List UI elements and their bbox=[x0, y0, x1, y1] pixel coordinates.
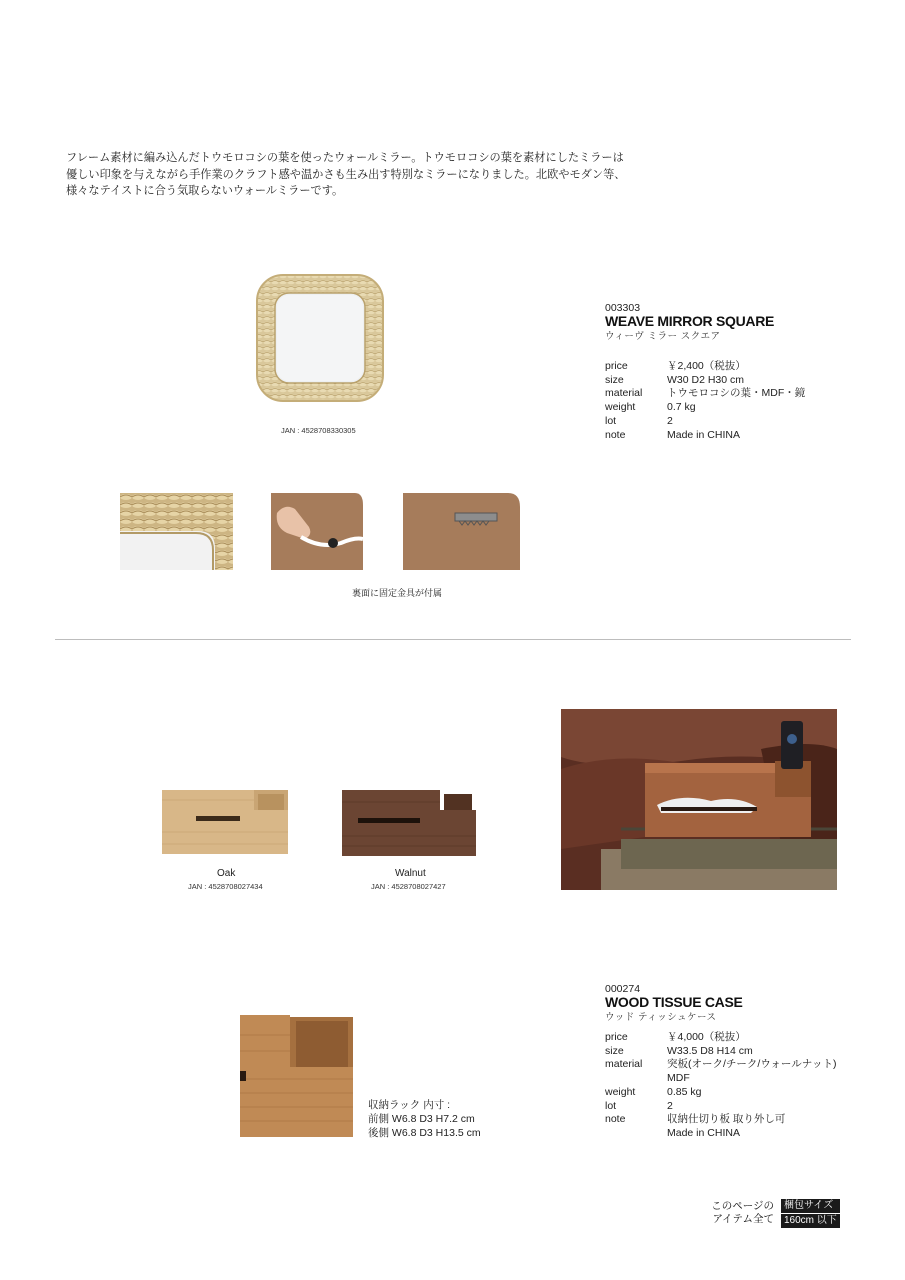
mirror-jan: JAN : 4528708330305 bbox=[281, 426, 356, 435]
variant-name: Oak bbox=[217, 868, 236, 879]
spec-row bbox=[605, 1113, 837, 1127]
spec-row bbox=[605, 1031, 837, 1045]
intro-line: 優しい印象を与えながら手作業のクラフト感や温かさも生み出す特別なミラーになりました。北欧やモダン等、 bbox=[66, 168, 626, 181]
variant-jan: JAN : 4528708027434 bbox=[188, 882, 263, 891]
rack-note-back: 後側 W6.8 D3 H13.5 cm bbox=[368, 1127, 481, 1139]
product-title: WOOD TISSUE CASE bbox=[605, 994, 743, 1010]
product-kana: ウィーヴ ミラー スクエア bbox=[605, 331, 721, 342]
spec-value: Made in CHINA bbox=[667, 428, 740, 441]
spec-label: material bbox=[605, 387, 643, 400]
detail-photo-back-bracket bbox=[403, 493, 520, 570]
product-title: WEAVE MIRROR SQUARE bbox=[605, 313, 775, 329]
spec-value: Made in CHINA bbox=[667, 1126, 740, 1139]
rack-note-title: 収納ラック 内寸 : bbox=[368, 1099, 451, 1111]
product-code: 003303 bbox=[605, 302, 641, 314]
detail-photo-frame-corner bbox=[120, 493, 233, 570]
spec-value: 収納仕切り板 取り外し可 bbox=[667, 1113, 786, 1126]
spec-label: weight bbox=[605, 1085, 636, 1098]
spec-value: W33.5 D8 H14 cm bbox=[667, 1044, 753, 1057]
intro-line: 様々なテイストに合う気取らないウォールミラーです。 bbox=[66, 185, 344, 197]
spec-label: material bbox=[605, 1058, 643, 1071]
spec-label: price bbox=[605, 1031, 628, 1043]
footer-line: このページの bbox=[711, 1200, 774, 1212]
detail-photo-hanging-cord bbox=[271, 493, 363, 570]
spec-value: MDF bbox=[667, 1072, 690, 1085]
variant-jan: JAN : 4528708027427 bbox=[371, 882, 446, 891]
variant-name: Walnut bbox=[395, 868, 426, 879]
spec-label: note bbox=[605, 1113, 626, 1126]
spec-row bbox=[605, 1086, 837, 1100]
spec-value: 突板(オーク/チーク/ウォールナット) bbox=[667, 1058, 837, 1071]
spec-value: トウモロコシの葉・MDF・鏡 bbox=[667, 387, 806, 400]
spec-row bbox=[605, 387, 805, 401]
spec-label: lot bbox=[605, 414, 617, 427]
spec-row bbox=[605, 401, 805, 415]
rack-note bbox=[368, 1098, 481, 1140]
spec-row bbox=[605, 374, 805, 388]
spec-row bbox=[605, 415, 805, 429]
spec-row bbox=[605, 1045, 837, 1059]
product-kana: ウッド ティッシュケース bbox=[605, 1012, 717, 1023]
section-divider bbox=[55, 639, 851, 640]
footer-line: アイテム全て bbox=[712, 1212, 774, 1225]
intro-text bbox=[66, 150, 626, 200]
spec-table bbox=[605, 360, 805, 442]
spec-value: ￥2,400（税抜） bbox=[667, 360, 746, 372]
tissue-case-walnut-image bbox=[340, 788, 478, 858]
tissue-case-rack-closeup bbox=[240, 1015, 355, 1139]
tissue-case-lifestyle-photo bbox=[561, 709, 837, 890]
spec-label: size bbox=[605, 1044, 624, 1057]
spec-value: 0.7 kg bbox=[667, 401, 696, 414]
rack-note-front: 前側 W6.8 D3 H7.2 cm bbox=[368, 1113, 475, 1125]
mirror-main-image bbox=[255, 273, 385, 403]
package-size-badge bbox=[781, 1199, 840, 1228]
spec-label: size bbox=[605, 373, 624, 386]
tissue-case-oak-image bbox=[160, 788, 290, 856]
spec-row bbox=[605, 429, 805, 443]
spec-label: note bbox=[605, 428, 626, 441]
badge-line: 160cm 以下 bbox=[781, 1214, 840, 1228]
footer-note bbox=[711, 1200, 774, 1225]
spec-row bbox=[605, 360, 805, 374]
spec-label bbox=[605, 1072, 667, 1086]
spec-label: lot bbox=[605, 1099, 617, 1112]
spec-value: 0.85 kg bbox=[667, 1085, 702, 1098]
spec-value: 2 bbox=[667, 414, 673, 427]
spec-label bbox=[605, 1127, 667, 1141]
spec-label: price bbox=[605, 360, 628, 372]
spec-value: ￥4,000（税抜） bbox=[667, 1031, 746, 1043]
intro-line: フレーム素材に編み込んだトウモロコシの葉を使ったウォールミラー。トウモロコシの葉を素材にしたミラーは bbox=[66, 152, 624, 164]
spec-row bbox=[605, 1072, 837, 1086]
spec-value: 2 bbox=[667, 1099, 673, 1112]
spec-row bbox=[605, 1058, 837, 1072]
badge-line: 梱包サイズ bbox=[781, 1199, 840, 1213]
spec-table bbox=[605, 1031, 837, 1141]
product-code: 000274 bbox=[605, 983, 641, 995]
spec-row bbox=[605, 1127, 837, 1141]
spec-value: W30 D2 H30 cm bbox=[667, 373, 745, 386]
spec-row bbox=[605, 1100, 837, 1114]
spec-label: weight bbox=[605, 401, 636, 414]
detail-caption: 裏面に固定金具が付属 bbox=[352, 588, 443, 598]
